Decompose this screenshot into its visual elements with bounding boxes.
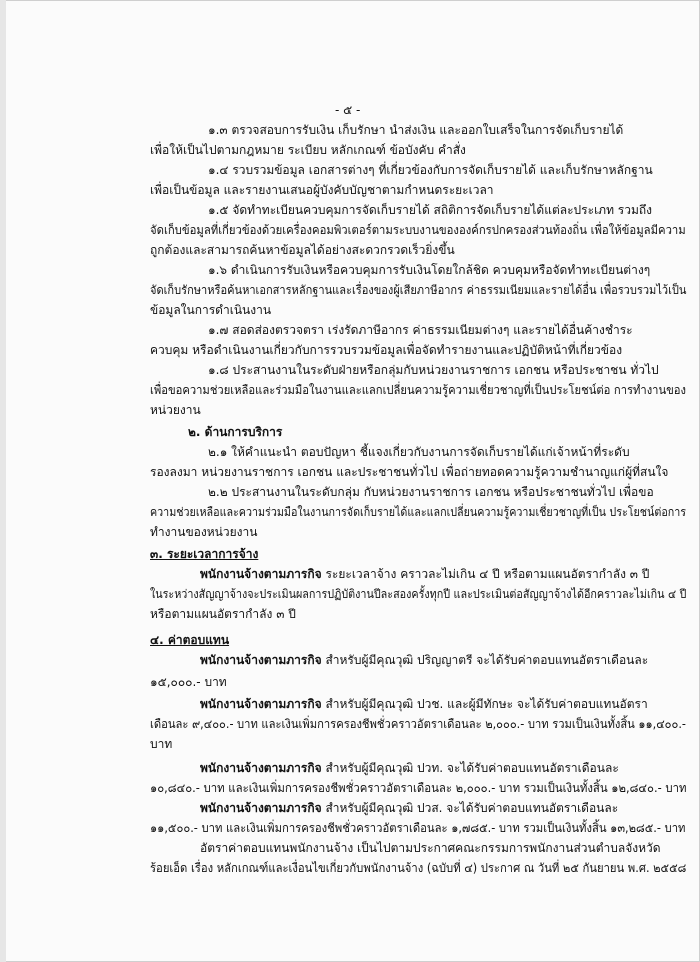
section-4-p1-line1	[200, 652, 648, 668]
section-3-line1	[200, 566, 649, 582]
section-4-p1-line2: ๑๕,๐๐๐.- บาท	[150, 675, 227, 689]
section-2-heading: ๒. ด้านการบริการ	[188, 425, 283, 439]
item-1-6-line3: ข้อมูลในการดำเนินงาน	[150, 303, 272, 317]
section-4-p2-line1	[200, 696, 648, 712]
item-1-7-line1: ๑.๗ สอดส่องตรวจตรา เร่งรัดภาษีอากร ค่าธรรมเนียมต่างๆ และรายได้อื่นค้างชำระ	[208, 323, 633, 337]
section-3-bold-lead: พนักงานจ้างตามภารกิจ	[200, 567, 322, 581]
section-4-p1-bold: พนักงานจ้างตามภารกิจ	[200, 653, 322, 667]
section-3-line1-text: ระยะเวลาจ้าง คราวละไม่เกิน ๔ ปี หรือตามแผนอัตรากำลัง ๓ ปี	[321, 567, 650, 581]
item-1-8-line2: เพื่อขอความช่วยเหลือและร่วมมือในงานและแลกเปลี่ยนความรู้ความเชี่ยวชาญที่เป็นประโยชน์ต่อ การทำงานของ	[150, 383, 686, 397]
item-1-8-line3: หน่วยงาน	[150, 403, 201, 417]
item-1-3-line2: เพื่อให้เป็นไปตามกฎหมาย ระเบียบ หลักเกณฑ์ ข้อบังคับ คำสั่ง	[150, 143, 466, 157]
item-2-2-line3: ทำงานของหน่วยงาน	[150, 525, 258, 539]
section-3-line2: ในระหว่างสัญญาจ้างจะประเมินผลการปฏิบัติงานปีละสองครั้งทุกปี และประเมินต่อสัญญาจ้างได้อีกคราวละไม่เกิน ๔ ปี	[150, 587, 687, 601]
item-2-1-line1: ๒.๑ ให้คำแนะนำ ตอบปัญหา ชี้แจงเกี่ยวกับงานการจัดเก็บรายได้แก่เจ้าหน้าที่ระดับ	[208, 445, 630, 459]
page-number: - ๕ -	[335, 103, 361, 117]
section-3-heading: ๓. ระยะเวลาการจ้าง	[150, 547, 259, 561]
section-4-p4-line2: ๑๑,๕๐๐.- บาท และเงินเพิ่มการครองชีพชั่วคราวอัตราเดือนละ ๑,๗๘๕.- บาท รวมเป็นเงินทั้งสิ้น ๑๓,๒๘๕.- บาท	[150, 821, 686, 835]
item-1-7-line2: ควบคุม หรือดำเนินงานเกี่ยวกับการรวบรวมข้อมูลเพื่อจัดทำรายงานและปฏิบัติหน้าที่เกี่ยวข้อง	[150, 343, 623, 357]
item-1-6-line1: ๑.๖ ดำเนินการรับเงินหรือควบคุมการรับเงินโดยใกล้ชิด ควบคุมหรือจัดทำทะเบียนต่างๆ	[208, 263, 651, 277]
item-1-5-line1: ๑.๕ จัดทำทะเบียนควบคุมการจัดเก็บรายได้ สถิติการจัดเก็บรายได้แต่ละประเภท รวมถึง	[208, 203, 653, 217]
section-4-p4-text: สำหรับผู้มีคุณวุฒิ ปวส. จะได้รับค่าตอบแทนอัตราเดือนละ	[321, 801, 619, 815]
section-4-p5-line1: อัตราค่าตอบแทนพนักงานจ้าง เป็นไปตามประกาศคณะกรรมการพนักงานส่วนตำบลจังหวัด	[200, 841, 661, 855]
section-4-p2-bold: พนักงานจ้างตามภารกิจ	[200, 697, 322, 711]
section-4-p3-line1	[200, 760, 619, 776]
item-2-2-line1: ๒.๒ ประสานงานในระดับกลุ่ม กับหน่วยงานราชการ เอกชน หรือประชาชนทั่วไป เพื่อขอ	[208, 485, 654, 499]
item-1-5-line3: ถูกต้องและสามารถค้นหาข้อมูลได้อย่างสะดวกรวดเร็วยิ่งขึ้น	[150, 243, 455, 257]
section-4-p2-text: สำหรับผู้มีคุณวุฒิ ปวช. และผู้มีทักษะ จะได้รับค่าตอบแทนอัตรา	[321, 697, 648, 711]
item-1-6-line2: จัดเก็บรักษาหรือค้นหาเอกสารหลักฐานและเรื่องของผู้เสียภาษีอากร ค่าธรรมเนียมและรายได้อื่น เพื่อรวบรวมไว้เป็น	[150, 283, 687, 297]
section-4-p3-text: สำหรับผู้มีคุณวุฒิ ปวท. จะได้รับค่าตอบแทนอัตราเดือนละ	[321, 761, 619, 775]
item-1-3-line1: ๑.๓ ตรวจสอบการรับเงิน เก็บรักษา นำส่งเงิน และออกใบเสร็จในการจัดเก็บรายได้	[208, 123, 624, 137]
scan-edge	[0, 0, 6, 962]
item-2-1-line2: รองลงมา หน่วยงานราชการ เอกชน และประชาชนทั่วไป เพื่อถ่ายทอดความรู้ความชำนาญแก่ผู้ที่สนใจ	[150, 465, 669, 479]
section-4-p4-bold: พนักงานจ้างตามภารกิจ	[200, 801, 322, 815]
section-4-heading: ๔. ค่าตอบแทน	[150, 633, 230, 647]
section-4-p3-line2: ๑๐,๘๔๐.- บาท และเงินเพิ่มการครองชีพชั่วคราวอัตราเดือนละ ๒,๐๐๐.- บาท รวมเป็นเงินทั้งสิ้น ๑๒,๘๔๐.- บาท	[150, 781, 687, 795]
item-1-4-line1: ๑.๔ รวบรวมข้อมูล เอกสารต่างๆ ที่เกี่ยวข้องกับการจัดเก็บรายได้ และเก็บรักษาหลักฐาน	[208, 163, 653, 177]
section-4-p1-text: สำหรับผู้มีคุณวุฒิ ปริญญาตรี จะได้รับค่าตอบแทนอัตราเดือนละ	[321, 653, 649, 667]
section-4-p3-bold: พนักงานจ้างตามภารกิจ	[200, 761, 322, 775]
item-1-4-line2: เพื่อเป็นข้อมูล และรายงานเสนอผู้บังคับบัญชาตามกำหนดระยะเวลา	[150, 183, 494, 197]
section-4-p5-line2: ร้อยเอ็ด เรื่อง หลักเกณฑ์และเงื่อนไขเกี่ยวกับพนักงานจ้าง (ฉบับที่ ๔) ประกาศ ณ วันที่ ๒๕ กันยายน พ.ศ. ๒๕๕๘	[150, 861, 687, 875]
item-1-8-line1: ๑.๘ ประสานงานในระดับฝ่ายหรือกลุ่มกับหน่วยงานราชการ เอกชน หรือประชาชน ทั่วไป	[208, 363, 659, 377]
item-2-2-line2: ความช่วยเหลือและความร่วมมือในงานการจัดเก็บรายได้และแลกเปลี่ยนความรู้ความเชี่ยวชาญที่เป็น ประโยชน์ต่อการ	[150, 505, 687, 519]
section-4-p4-line1	[200, 800, 618, 816]
item-1-5-line2: จัดเก็บข้อมูลที่เกี่ยวข้องด้วยเครื่องคอมพิวเตอร์ตามระบบงานขององค์กรปกครองส่วนท้องถิ่น เพื่อให้ข้อมูลมีความ	[150, 223, 686, 237]
section-3-line3: หรือตามแผนอัตรากำลัง ๓ ปี	[150, 607, 296, 621]
section-4-p2-line3: บาท	[150, 737, 173, 751]
section-4-p2-line2: เดือนละ ๙,๔๐๐.- บาท และเงินเพิ่มการครองชีพชั่วคราวอัตราเดือนละ ๒,๐๐๐.- บาท รวมเป็นเงินทั้งสิ้น ๑๑,๔๐๐.-	[150, 717, 686, 731]
